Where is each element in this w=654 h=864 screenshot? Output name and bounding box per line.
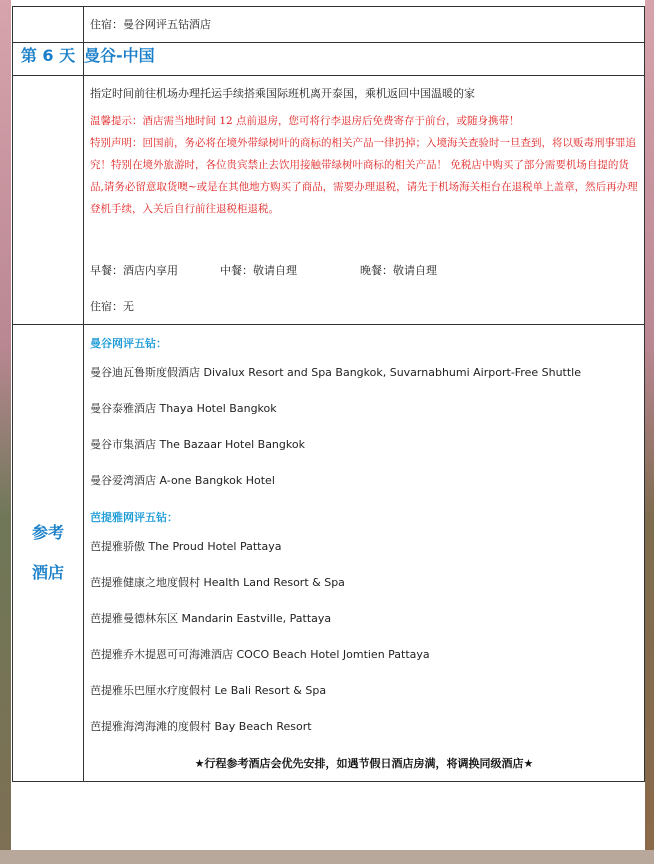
reference-label-line1: 参考 <box>31 523 64 542</box>
stay-info: 住宿：无 <box>90 300 134 313</box>
reference-hotels-label <box>13 325 84 782</box>
reference-label-line2: 酒店 <box>31 563 64 582</box>
special-statement: 特别声明：回国前，务必将在境外带绿树叶的商标的相关产品一律扔掉；入境海关查验时一旦查到，将以贩毒刑事罪追究！特别在境外旅游时，各位贵宾禁止去饮用接触带绿树叶商标的相关产品！ 免税店中购买了部分需要机场自提的货品,请务必留意取货噢~或是在其他地方购买了商品，需要办理退税，请先于机场海关柜台在退税单上盖章，然后再办理登机手续，入关后自行前往退税柜退税。 <box>90 137 638 215</box>
empty-label-cell <box>13 76 84 325</box>
hotel-item: 芭提雅健康之地度假村 Health Land Resort & Spa <box>90 576 345 589</box>
hotel-item: 芭提雅乔木提恩可可海滩酒店 COCO Beach Hotel Jomtien Pattaya <box>90 648 430 661</box>
day-detail-row <box>13 76 645 325</box>
meals-line <box>90 262 638 278</box>
stay-text: 住宿：曼谷网评五钻酒店 <box>90 18 211 31</box>
day-detail-cell <box>84 76 645 325</box>
background-bottom-strip <box>0 850 654 864</box>
stay-cell <box>84 7 645 43</box>
hotel-item: 曼谷迪瓦鲁斯度假酒店 Divalux Resort and Spa Bangkok, Suvarnabhumi Airport-Free Shuttle <box>90 366 581 379</box>
reference-hotels-note: ★行程参考酒店会优先安排，如遇节假日酒店房满，将调换同级酒店★ <box>194 757 534 770</box>
itinerary-page <box>11 0 645 850</box>
day-route-title: 曼谷-中国 <box>84 43 645 76</box>
checkout-notice: 温馨提示：酒店需当地时间 12 点前退房，您可将行李退房后免费寄存于前台，或随身携带！ <box>90 115 520 127</box>
pattaya-hotels-heading: 芭提雅网评五钻： <box>90 511 178 524</box>
itinerary-table <box>12 6 645 782</box>
hotel-item: 曼谷泰雅酒店 Thaya Hotel Bangkok <box>90 402 277 415</box>
reference-hotels-cell <box>84 325 645 782</box>
day-header-row <box>13 43 645 76</box>
previous-day-stay-row <box>13 7 645 43</box>
hotel-item: 曼谷市集酒店 The Bazaar Hotel Bangkok <box>90 438 305 451</box>
lunch-info: 中餐：敬请自理 <box>220 264 297 277</box>
hotel-item: 芭提雅乐巴厘水疗度假村 Le Bali Resort & Spa <box>90 684 327 697</box>
day-intro: 指定时间前往机场办理托运手续搭乘国际班机离开泰国，乘机返回中国温暖的家 <box>90 87 475 100</box>
breakfast-info: 早餐：酒店内享用 <box>90 264 178 277</box>
hotel-item: 芭提雅曼德林东区 Mandarin Eastville, Pattaya <box>90 612 332 625</box>
day-number: 第 6 天 <box>13 43 84 76</box>
hotel-item: 芭提雅海湾海滩的度假村 Bay Beach Resort <box>90 720 312 733</box>
reference-hotels-row <box>13 325 645 782</box>
hotel-item: 曼谷爱湾酒店 A-one Bangkok Hotel <box>90 474 275 487</box>
dinner-info: 晚餐：敬请自理 <box>360 264 437 277</box>
empty-label-cell <box>13 7 84 43</box>
bangkok-hotels-heading: 曼谷网评五钻： <box>90 337 167 350</box>
hotel-item: 芭提雅骄傲 The Proud Hotel Pattaya <box>90 540 282 553</box>
